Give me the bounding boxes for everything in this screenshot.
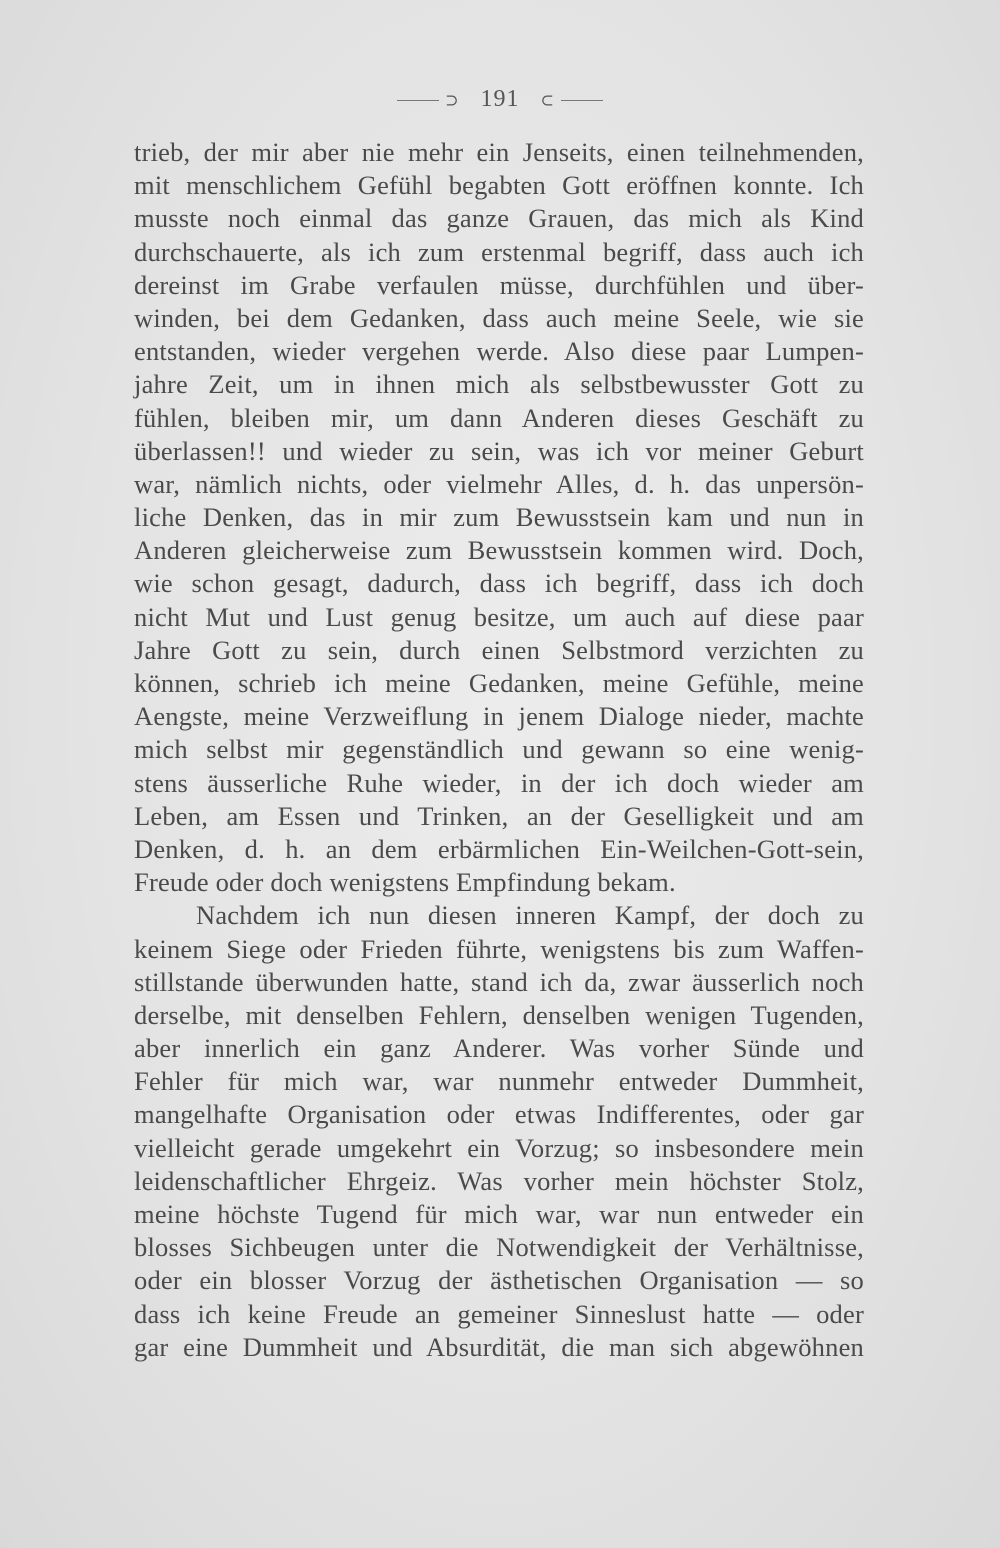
- text-line: jahre Zeit, um in ihnen mich als selbstbewusster Gott zu: [134, 369, 864, 400]
- text-line: mangelhafte Organisation oder etwas Indifferentes, oder gar: [134, 1099, 864, 1130]
- header-rule-left: [397, 100, 439, 101]
- paragraph: [134, 899, 864, 1364]
- text-line: blosses Sichbeugen unter die Notwendigkeit der Verhältnisse,: [134, 1232, 864, 1263]
- text-line: überlassen!! und wieder zu sein, was ich vor meiner Geburt: [134, 435, 864, 466]
- page-body-text: [134, 136, 864, 1364]
- text-line: mich selbst mir gegenständlich und gewann so eine wenig-: [134, 734, 864, 765]
- text-line: wie schon gesagt, dadurch, dass ich begriff, dass ich doch: [134, 568, 864, 599]
- paragraph: [134, 136, 864, 899]
- text-line: derselbe, mit denselben Fehlern, denselben wenigen Tugenden,: [134, 999, 864, 1030]
- page-header: [0, 86, 1000, 113]
- text-line: Jahre Gott zu sein, durch einen Selbstmord verzichten zu: [134, 634, 864, 665]
- text-line: gar eine Dummheit und Absurdität, die man sich abgewöhnen: [134, 1331, 864, 1362]
- text-line: leidenschaftlicher Ehrgeiz. Was vorher mein höchster Stolz,: [134, 1165, 864, 1196]
- text-line: nicht Mut und Lust genug besitze, um auch auf diese paar: [134, 601, 864, 632]
- text-line: Anderen gleicherweise zum Bewusstsein kommen wird. Doch,: [134, 535, 864, 566]
- text-line: winden, bei dem Gedanken, dass auch meine Seele, wie sie: [134, 302, 864, 333]
- text-line: liche Denken, das in mir zum Bewusstsein kam und nun in: [134, 502, 864, 533]
- text-line: durchschauerte, als ich zum erstenmal begriff, dass auch ich: [134, 236, 864, 267]
- header-ornament-left: ⊃: [445, 92, 460, 110]
- header-ornament-right: ⊂: [540, 92, 555, 110]
- header-rule-right: [561, 100, 603, 101]
- text-line: Fehler für mich war, war nunmehr entweder Dummheit,: [134, 1066, 864, 1097]
- text-line: trieb, der mir aber nie mehr ein Jenseits, einen teilnehmenden,: [134, 137, 864, 167]
- text-line: Freude oder doch wenigstens Empfindung bekam.: [134, 867, 676, 898]
- text-line: war, nämlich nichts, oder vielmehr Alles, d. h. das unpersön-: [134, 468, 864, 499]
- text-line: stens äusserliche Ruhe wieder, in der ich doch wieder am: [134, 767, 864, 798]
- text-line: musste noch einmal das ganze Grauen, das mich als Kind: [134, 203, 864, 234]
- text-line: entstanden, wieder vergehen werde. Also diese paar Lumpen-: [134, 336, 864, 367]
- text-line: mit menschlichem Gefühl begabten Gott eröffnen konnte. Ich: [134, 170, 864, 201]
- text-line: vielleicht gerade umgekehrt ein Vorzug; so insbesondere mein: [134, 1132, 864, 1163]
- text-line: können, schrieb ich meine Gedanken, meine Gefühle, meine: [134, 668, 864, 698]
- text-line: Nachdem ich nun diesen inneren Kampf, der doch zu: [196, 900, 864, 931]
- page-number: 191: [480, 86, 520, 112]
- text-line: dereinst im Grabe verfaulen müsse, durchfühlen und über-: [134, 269, 864, 300]
- text-line: Denken, d. h. an dem erbärmlichen Ein-Weilchen-Gott-sein,: [134, 833, 864, 864]
- text-line: aber innerlich ein ganz Anderer. Was vorher Sünde und: [134, 1033, 864, 1064]
- text-line: keinem Siege oder Frieden führte, wenigstens bis zum Waffen-: [134, 933, 864, 964]
- text-line: meine höchste Tugend für mich war, war nun entweder ein: [134, 1199, 864, 1229]
- text-line: oder ein blosser Vorzug der ästhetischen Organisation — so: [134, 1265, 864, 1296]
- text-line: dass ich keine Freude an gemeiner Sinneslust hatte — oder: [134, 1298, 864, 1329]
- text-line: fühlen, bleiben mir, um dann Anderen dieses Geschäft zu: [134, 402, 864, 433]
- text-line: Leben, am Essen und Trinken, an der Geselligkeit und am: [134, 800, 864, 831]
- text-line: stillstande überwunden hatte, stand ich da, zwar äusserlich noch: [134, 966, 864, 997]
- text-line: Aengste, meine Verzweiflung in jenem Dialoge nieder, machte: [134, 701, 864, 732]
